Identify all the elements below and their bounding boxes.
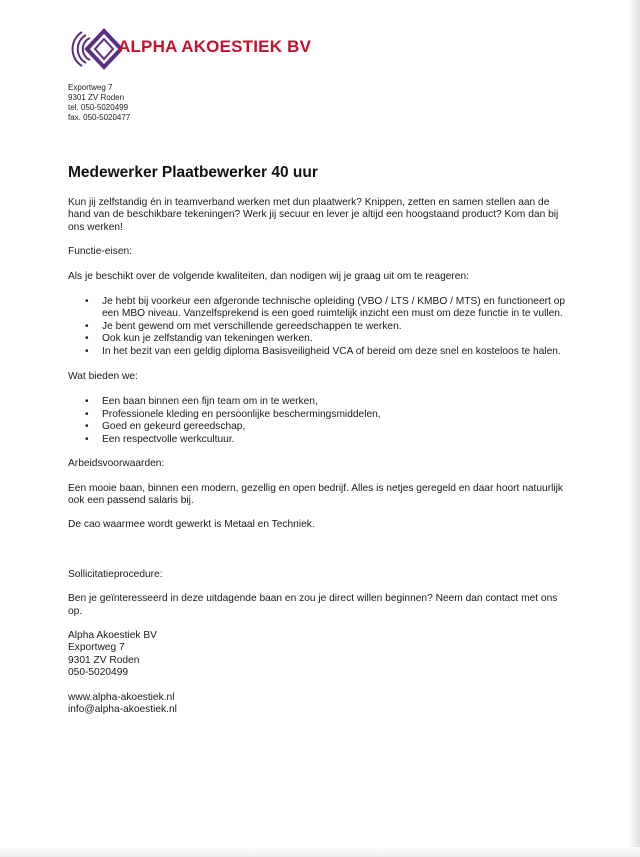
list-item: • Je hebt bij voorkeur een afgeronde technische opleiding (VBO / LTS / KMBO / MTS) en functioneert op een MBO niveau. Vanzelfsprekend is een goed ruimtelijk inzicht een must om deze functie in te vullen. bbox=[102, 296, 568, 321]
list-item: • Ook kun je zelfstandig van tekeningen werken. bbox=[102, 333, 568, 345]
requirements-lead: Als je beschikt over de volgende kwaliteiten, dan nodigen wij je graag uit om te reageren: bbox=[68, 270, 469, 282]
sender-address bbox=[68, 83, 130, 123]
contact-phone: 050-5020499 bbox=[68, 667, 129, 679]
list-item: • Een respectvolle werkcultuur. bbox=[102, 434, 568, 446]
requirements-heading: Functie-eisen: bbox=[68, 246, 132, 258]
requirements-list bbox=[68, 296, 568, 358]
company-logo bbox=[66, 26, 312, 72]
list-item: • Een baan binnen een fijn team om in te werken, bbox=[102, 396, 568, 408]
address-street: Exportweg 7 bbox=[68, 83, 113, 92]
application-paragraph: Ben je geïnteresseerd in deze uitdagende baan en zou je direct willen beginnen? Neem dan contact met ons op. bbox=[68, 593, 558, 617]
contact-email-link[interactable]: info@alpha-akoestiek.nl bbox=[68, 703, 177, 715]
contact-street: Exportweg 7 bbox=[68, 642, 125, 654]
address-phone: tel. 050-5020499 bbox=[68, 103, 129, 112]
contact-postal-city: 9301 ZV Roden bbox=[68, 654, 140, 666]
page-edge-shadow bbox=[628, 0, 640, 857]
address-fax: fax. 050-5020477 bbox=[68, 113, 131, 122]
application-heading: Sollicitatieprocedure: bbox=[68, 568, 163, 580]
list-item: • Goed en gekeurd gereedschap, bbox=[102, 421, 568, 433]
intro-paragraph: Kun jij zelfstandig én in teamverband werken met dun plaatwerk? Knippen, zetten en samen stellen aan de hand van de beschikbare tekeningen? Werk jij secuur en lever je altijd een hoogstaand product? Kom dan bij ons werken! bbox=[68, 197, 559, 233]
offer-heading: Wat bieden we: bbox=[68, 371, 138, 383]
logo-mark-icon bbox=[66, 26, 122, 72]
list-item: • Professionele kleding en persoonlijke beschermingsmiddelen, bbox=[102, 409, 568, 421]
conditions-heading: Arbeidsvoorwaarden: bbox=[68, 458, 165, 470]
address-postal-city: 9301 ZV Roden bbox=[68, 93, 125, 102]
list-item: • In het bezit van een geldig diploma Basisveiligheid VCA of bereid om deze snel en kosteloos te halen. bbox=[102, 346, 568, 358]
vacancy-body bbox=[68, 197, 568, 716]
page-title: Medewerker Plaatbewerker 40 uur bbox=[68, 164, 318, 181]
contact-name: Alpha Akoestiek BV bbox=[68, 629, 157, 641]
logo-text: ALPHA AKOESTIEK BV bbox=[118, 37, 312, 56]
conditions-paragraph: Een mooie baan, binnen een modern, gezellig en open bedrijf. Alles is netjes geregeld en daar hoort natuurlijk ook een passend salaris bij. bbox=[68, 482, 563, 506]
contact-website-link[interactable]: www.alpha-akoestiek.nl bbox=[68, 691, 175, 703]
offer-list bbox=[68, 396, 568, 446]
page-bottom-shadow bbox=[0, 847, 640, 857]
cao-paragraph: De cao waarmee wordt gewerkt is Metaal en Techniek. bbox=[68, 519, 315, 531]
list-item: • Je bent gewend om met verschillende gereedschappen te werken. bbox=[102, 321, 568, 333]
